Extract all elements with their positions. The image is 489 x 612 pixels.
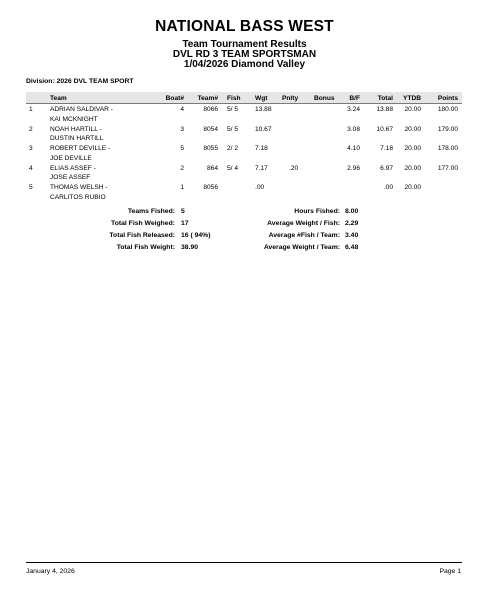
- row-team-names: [50, 183, 108, 202]
- row-wgt: 10.67: [255, 125, 272, 133]
- col-bonus: Bonus: [314, 94, 335, 102]
- row-total: 7.18: [380, 145, 393, 152]
- row-teamno: 864: [206, 164, 218, 172]
- table-row: [26, 183, 462, 203]
- summary-value: 2.29: [345, 220, 359, 227]
- row-teamno: 8054: [203, 125, 218, 133]
- row-teamno: 8066: [203, 106, 218, 113]
- summary-label: Total Fish Weighed:: [111, 220, 175, 227]
- row-teamno: 8055: [203, 145, 218, 152]
- summary-label: Hours Fished:: [294, 208, 340, 215]
- footer-page-number: Page 1: [439, 568, 461, 575]
- row-place: 3: [29, 145, 33, 152]
- row-boat: 1: [180, 184, 184, 191]
- table-row: [26, 144, 462, 164]
- report-title: NATIONAL BASS WEST: [155, 18, 334, 35]
- col-points: Points: [437, 94, 458, 102]
- summary-value: 5: [181, 208, 185, 215]
- col-teamno: Team#: [197, 94, 218, 102]
- row-ytdb: 20.00: [404, 125, 421, 133]
- row-place: 1: [29, 106, 33, 113]
- row-wgt: .00: [255, 184, 265, 191]
- col-wgt: Wgt: [255, 94, 268, 102]
- row-place: 4: [29, 164, 33, 172]
- summary-label: Average Weight / Fish:: [267, 220, 340, 227]
- summary-value: 38.90: [181, 244, 199, 251]
- row-points: 180.00: [437, 106, 458, 113]
- team-member-2: CARLITOS RUBIO: [50, 193, 106, 201]
- summary-label: Teams Fished:: [127, 208, 175, 215]
- row-team-names: [50, 144, 110, 163]
- row-ytdb: 20.00: [404, 164, 421, 172]
- row-bf: 3.08: [347, 125, 360, 133]
- summary-label: Total Fish Released:: [109, 232, 175, 239]
- col-ytdb: YTDB: [403, 94, 421, 102]
- col-team: Team: [50, 94, 67, 102]
- col-total: Total: [377, 94, 393, 102]
- row-total: .00: [383, 184, 393, 191]
- row-pnlty: .20: [289, 164, 299, 172]
- row-points: 179.00: [437, 125, 458, 133]
- col-pnlty: Pnlty: [282, 94, 299, 102]
- row-fish: 5/ 4: [227, 164, 238, 172]
- team-member-2: DUSTIN HARTILL: [50, 135, 104, 142]
- row-wgt: 7.17: [255, 164, 268, 172]
- table-row: [26, 125, 462, 145]
- row-ytdb: 20.00: [404, 184, 421, 191]
- team-member-1: THOMAS WELSH -: [50, 184, 108, 191]
- row-bf: 3.24: [347, 106, 360, 113]
- results-table-header: [26, 92, 462, 104]
- row-ytdb: 20.00: [404, 145, 421, 152]
- division-label: Division: 2026 DVL TEAM SPORT: [26, 78, 134, 85]
- row-teamno: 8056: [203, 184, 218, 191]
- event-name: DVL RD 3 TEAM SPORTSMAN: [172, 49, 317, 60]
- team-member-2: KAI MCKNIGHT: [50, 115, 98, 123]
- footer-divider: [26, 562, 462, 563]
- row-points: 177.00: [437, 164, 458, 172]
- row-boat: 3: [180, 125, 184, 133]
- team-member-1: ELIAS ASSEF -: [50, 164, 96, 172]
- col-fish: Fish: [227, 94, 241, 102]
- row-boat: 5: [180, 145, 184, 152]
- row-fish: 5/ 5: [227, 106, 238, 113]
- row-fish: 2/ 2: [227, 145, 238, 152]
- row-total: 10.67: [376, 125, 393, 133]
- summary-value: 16 ( 94%): [181, 232, 211, 239]
- row-points: 178.00: [437, 145, 458, 152]
- team-member-1: ROBERT DEVILLE -: [50, 145, 111, 152]
- team-member-1: NOAH HARTILL -: [50, 125, 102, 133]
- row-place: 2: [29, 125, 33, 133]
- row-total: 6.97: [380, 164, 393, 172]
- row-team-names: [50, 164, 96, 183]
- row-boat: 4: [180, 106, 184, 113]
- row-total: 13.88: [376, 106, 393, 113]
- summary-value: 8.00: [345, 208, 359, 215]
- row-bf: 4.10: [347, 145, 360, 152]
- team-member-2: JOSE ASSEF: [50, 174, 91, 181]
- summary-value: 17: [181, 220, 189, 227]
- summary-value: 6.48: [345, 244, 359, 251]
- row-ytdb: 20.00: [404, 106, 421, 113]
- row-team-names: [50, 125, 103, 144]
- row-fish: 5/ 5: [227, 125, 238, 133]
- summary-label: Average Weight / Team:: [263, 244, 340, 251]
- report-subtitle: Team Tournament Results: [182, 39, 307, 50]
- team-member-2: JOE DEVILLE: [50, 154, 92, 162]
- col-bf: B/F: [349, 94, 360, 102]
- row-boat: 2: [180, 164, 184, 172]
- col-boat: Boat#: [165, 94, 184, 102]
- table-row: [26, 164, 462, 184]
- row-place: 5: [29, 184, 33, 191]
- row-bf: 2.96: [347, 164, 360, 172]
- team-member-1: ADRIAN SALDIVAR -: [50, 106, 113, 113]
- footer-date: January 4, 2026: [26, 568, 75, 575]
- row-team-names: [50, 105, 113, 124]
- table-row: [26, 105, 462, 125]
- row-wgt: 7.18: [255, 145, 268, 152]
- summary-label: Total Fish Weight:: [116, 244, 175, 251]
- summary-value: 3.40: [345, 232, 359, 239]
- event-date-location: 1/04/2026 Diamond Valley: [183, 59, 306, 70]
- summary-label: Average #Fish / Team:: [268, 232, 340, 239]
- row-wgt: 13.88: [255, 106, 272, 113]
